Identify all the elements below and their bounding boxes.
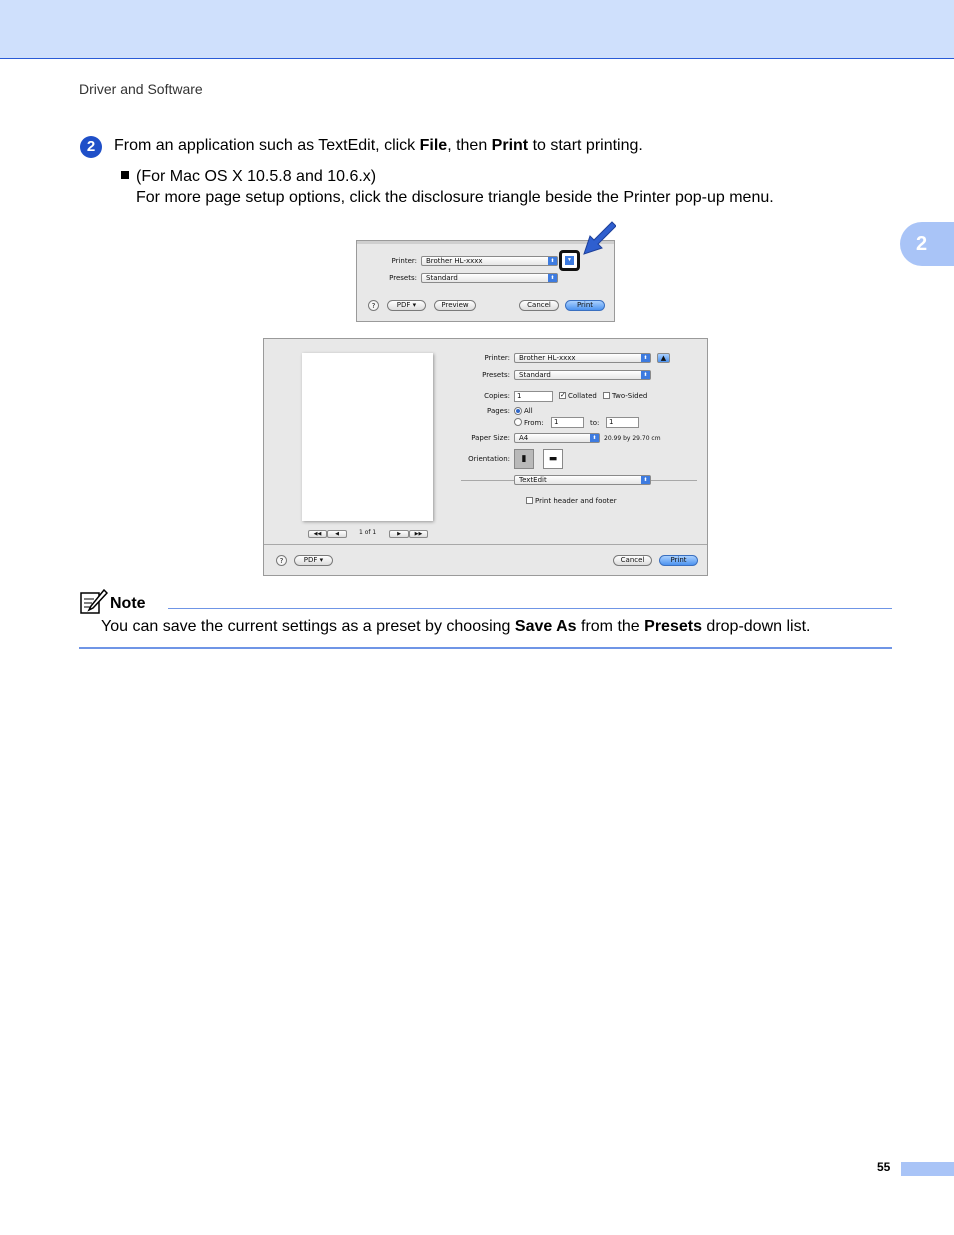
note-pencil-icon: [80, 589, 108, 615]
paper-size-label: Paper Size:: [471, 434, 510, 442]
bullet-square-icon: [121, 171, 129, 179]
pages-from-radio[interactable]: [514, 418, 522, 426]
copies-input[interactable]: 1: [514, 391, 553, 402]
collated-checkbox[interactable]: ✓: [560, 391, 566, 399]
disclosure-triangle-button[interactable]: [559, 250, 580, 271]
step-bold-file: File: [419, 137, 448, 154]
note-text-2: from the: [576, 618, 645, 635]
bullet-item: [121, 166, 774, 208]
header-footer-checkbox[interactable]: [526, 497, 533, 504]
dialog-top-shadow: [357, 241, 614, 244]
print-button[interactable]: Print: [565, 300, 605, 311]
pages-all-label: All: [524, 407, 533, 415]
copies-label: Copies:: [484, 392, 510, 400]
popup-arrows-icon: ⬍: [641, 476, 650, 484]
print-button[interactable]: Print: [659, 555, 698, 566]
page-counter: 1 of 1: [359, 529, 377, 536]
note-text: [101, 618, 810, 636]
header-footer-label: Print header and footer: [535, 497, 617, 505]
step-bold-print: Print: [491, 137, 529, 154]
popup-arrows-icon: ⬍: [548, 274, 557, 282]
section-title: Driver and Software: [79, 81, 203, 97]
cancel-button[interactable]: Cancel: [613, 555, 652, 566]
presets-popup-value: Standard: [426, 274, 458, 282]
presets-popup[interactable]: [514, 370, 651, 380]
preview-button[interactable]: Preview: [434, 300, 476, 311]
next-page-button[interactable]: ▶: [389, 530, 409, 538]
note-bold-save-as: Save As: [514, 618, 577, 635]
pointer-arrow-icon: [582, 220, 616, 256]
two-sided-label: Two-Sided: [612, 392, 648, 400]
app-options-popup[interactable]: [514, 475, 651, 485]
landscape-orientation-icon[interactable]: ▬: [543, 449, 563, 469]
two-sided-checkbox[interactable]: [603, 392, 610, 399]
pages-label: Pages:: [487, 407, 510, 415]
help-button[interactable]: ?: [368, 300, 379, 311]
first-page-button[interactable]: ◀◀: [308, 530, 327, 538]
pages-from-input[interactable]: 1: [551, 417, 584, 428]
popup-arrows-icon: ⬍: [641, 354, 650, 362]
cancel-button[interactable]: Cancel: [519, 300, 559, 311]
pages-from-label: From:: [524, 419, 544, 427]
note-title: Note: [110, 595, 146, 612]
disclosure-triangle-icon: ▼: [565, 256, 574, 265]
portrait-orientation-icon[interactable]: ▮: [514, 449, 534, 469]
paper-size-popup[interactable]: [514, 433, 600, 443]
orientation-label: Orientation:: [468, 455, 510, 463]
pages-all-radio[interactable]: [514, 407, 522, 415]
printer-popup-value: Brother HL-xxxx: [519, 354, 576, 362]
presets-label: Presets:: [482, 371, 510, 379]
previous-page-button[interactable]: ◀: [327, 530, 347, 538]
pages-to-label: to:: [590, 419, 600, 427]
presets-label: Presets:: [389, 274, 417, 282]
printer-popup[interactable]: [421, 256, 558, 266]
collapse-triangle-icon: ▲: [660, 354, 667, 362]
page-number: 55: [877, 1160, 891, 1174]
bullet-title: (For Mac OS X 10.5.8 and 10.6.x): [136, 168, 377, 185]
header-band: [0, 0, 954, 59]
presets-popup[interactable]: [421, 273, 558, 283]
step-text-1: From an application such as TextEdit, click: [114, 137, 420, 154]
print-dialog-expanded: [263, 338, 708, 576]
popup-arrows-icon: ⬍: [590, 434, 599, 442]
pages-to-input[interactable]: 1: [606, 417, 639, 428]
step-number-badge: 2: [80, 136, 102, 158]
paper-dimensions: 20.99 by 29.70 cm: [604, 435, 661, 442]
step-text-2: , then: [447, 137, 492, 154]
last-page-button[interactable]: ▶▶: [409, 530, 428, 538]
help-button[interactable]: ?: [276, 555, 287, 566]
printer-popup-value: Brother HL-xxxx: [426, 257, 483, 265]
page-number-bar: [901, 1162, 954, 1176]
presets-popup-value: Standard: [519, 371, 551, 379]
collated-label: Collated: [568, 392, 597, 400]
bullet-text: For more page setup options, click the disclosure triangle beside the Printer pop-up menu.: [136, 189, 774, 206]
note-bold-presets: Presets: [644, 618, 702, 635]
note-bottom-rule: [79, 647, 892, 649]
page-preview: [302, 353, 433, 521]
pdf-button[interactable]: PDF ▾: [387, 300, 426, 311]
pdf-button[interactable]: PDF ▾: [294, 555, 333, 566]
printer-popup[interactable]: [514, 353, 651, 363]
chapter-tab: 2: [900, 222, 954, 266]
popup-arrows-icon: ⬍: [641, 371, 650, 379]
footer-divider: [264, 544, 707, 545]
printer-label: Printer:: [391, 257, 417, 265]
note-top-rule: [168, 608, 892, 609]
step-instruction: [114, 137, 643, 155]
paper-size-value: A4: [519, 434, 529, 442]
popup-arrows-icon: ⬍: [548, 257, 557, 265]
note-text-3: drop-down list.: [701, 618, 811, 635]
step-text-3: to start printing.: [528, 137, 643, 154]
note-text-1: You can save the current settings as a preset by choosing: [101, 618, 515, 635]
printer-label: Printer:: [484, 354, 510, 362]
collapse-details-button[interactable]: [657, 353, 670, 363]
app-options-value: TextEdit: [519, 476, 547, 484]
